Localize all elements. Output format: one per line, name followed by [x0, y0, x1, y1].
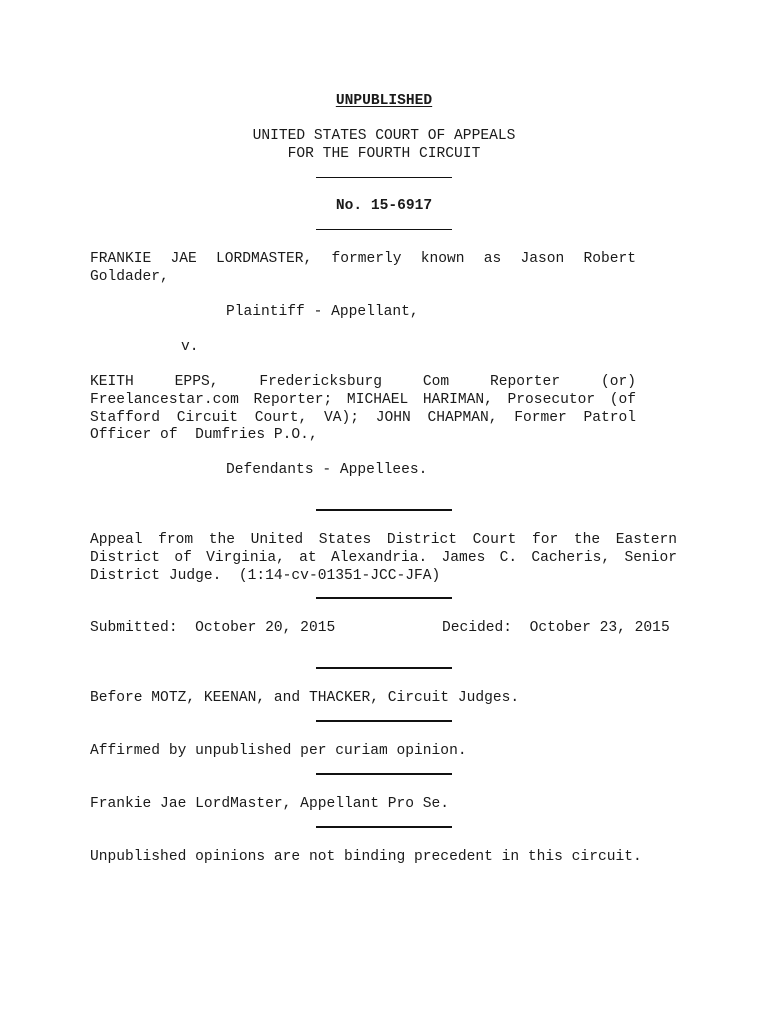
divider: [316, 667, 452, 669]
divider: [316, 773, 452, 775]
divider: [316, 826, 452, 828]
disposition: Affirmed by unpublished per curiam opinion.: [90, 743, 467, 759]
judges-panel: Before MOTZ, KEENAN, and THACKER, Circuit Judges.: [90, 690, 520, 706]
decided-date: Decided: October 23, 2015: [442, 620, 670, 636]
defendants-line2: Freelancestar.com Reporter; MICHAEL HARIMAN, Prosecutor (of: [90, 392, 636, 408]
plaintiff-name-line2: Goldader,: [90, 269, 169, 285]
defendants-line4: Officer of Dumfries P.O.,: [90, 427, 318, 443]
divider: [316, 229, 452, 230]
counsel: Frankie Jae LordMaster, Appellant Pro Se.: [90, 796, 450, 812]
divider: [316, 177, 452, 178]
divider: [316, 597, 452, 599]
plaintiff-name-line1: FRANKIE JAE LORDMASTER, formerly known as Jason Robert: [90, 251, 636, 267]
submitted-date: Submitted: October 20, 2015: [90, 620, 336, 636]
defendants-role: Defendants - Appellees.: [226, 462, 428, 478]
defendants-line1: KEITH EPPS, Fredericksburg Com Reporter (or): [90, 374, 636, 390]
case-number: No. 15-6917: [335, 198, 433, 214]
plaintiff-role: Plaintiff - Appellant,: [226, 304, 419, 320]
versus: v.: [181, 339, 199, 355]
appeal-line3: District Judge. (1:14-cv-01351-JCC-JFA): [90, 568, 441, 584]
court-name-line1: UNITED STATES COURT OF APPEALS: [252, 128, 516, 144]
unpublished-heading: UNPUBLISHED: [335, 93, 433, 109]
appeal-line1: Appeal from the United States District Court for the Eastern: [90, 532, 677, 548]
defendants-line3: Stafford Circuit Court, VA); JOHN CHAPMAN, Former Patrol: [90, 410, 636, 426]
court-name-line2: FOR THE FOURTH CIRCUIT: [287, 146, 481, 162]
precedent-notice: Unpublished opinions are not binding precedent in this circuit.: [90, 849, 642, 865]
appeal-line2: District of Virginia, at Alexandria. James C. Cacheris, Senior: [90, 550, 677, 566]
divider: [316, 509, 452, 511]
divider: [316, 720, 452, 722]
